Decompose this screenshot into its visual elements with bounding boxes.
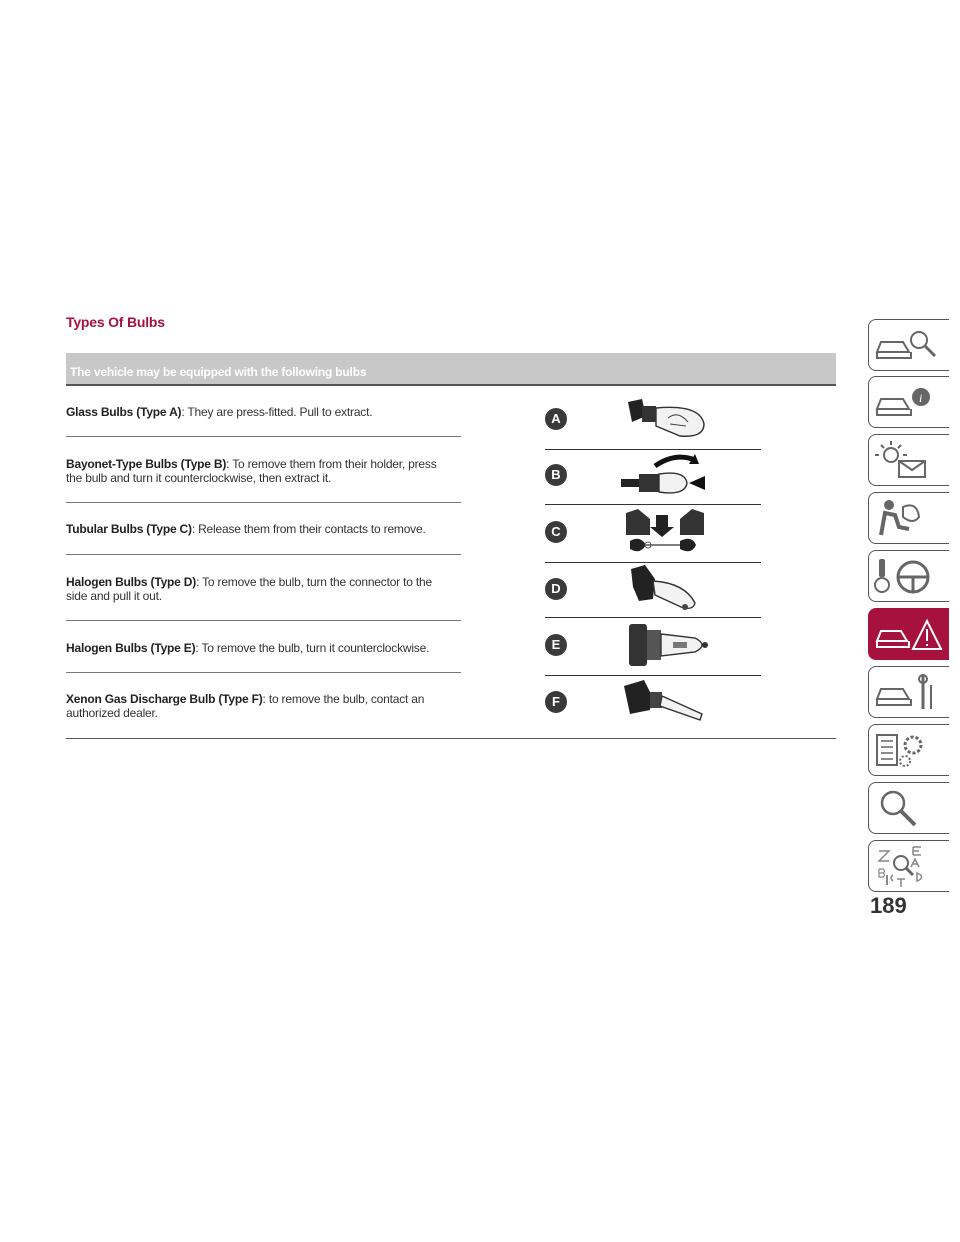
bulb-name: Bayonet-Type Bulbs (Type B) [66, 457, 227, 471]
nav-tab-starting-driving[interactable] [868, 550, 949, 602]
bulb-description: : They are press-fitted. Pull to extract. [181, 405, 373, 419]
bulb-name: Tubular Bulbs (Type C) [66, 522, 192, 536]
type-d-badge: D [545, 578, 567, 600]
nav-tab-in-an-emergency[interactable] [868, 608, 949, 660]
alphabetical-index-icon [873, 845, 943, 887]
row-divider [66, 436, 461, 437]
bulb-row-b [66, 457, 446, 485]
bulb-description: : To remove the bulb, turn the connector to the side and pull it out. [66, 575, 432, 603]
bulb-description: : to remove the bulb, contact an authorized dealer. [66, 692, 425, 720]
key-steering-wheel-icon [873, 555, 943, 597]
page-title: Types Of Bulbs [66, 314, 165, 330]
svg-text:i: i [919, 391, 923, 405]
airbag-seat-icon [873, 497, 943, 539]
nav-tab-car-search[interactable] [868, 319, 949, 371]
bulb-row-d [66, 575, 446, 603]
car-search-icon [873, 324, 943, 366]
xenon-bulb-illustration [620, 676, 710, 731]
table-bottom-border [66, 738, 836, 739]
row-divider [66, 554, 461, 555]
nav-tab-search[interactable] [868, 782, 949, 834]
bulb-name: Halogen Bulbs (Type E) [66, 641, 196, 655]
type-a-badge: A [545, 408, 567, 430]
table-header-text: The vehicle may be equipped with the following bulbs [70, 365, 367, 379]
car-wrench-icon [873, 671, 943, 713]
halogen-d-bulb-illustration [625, 563, 705, 615]
specs-gear-icon [873, 729, 943, 771]
page-number: 189 [870, 893, 907, 918]
nav-tab-safety[interactable] [868, 492, 949, 544]
car-info-icon [873, 381, 943, 423]
bulb-description: : To remove the bulb, turn it counterclockwise. [195, 641, 430, 655]
bulb-description: : To remove them from their holder, press the bulb and turn it counterclockwise, then extract it. [66, 457, 437, 485]
row-divider [66, 620, 461, 621]
halogen-e-bulb-illustration [625, 618, 715, 673]
type-c-badge: C [545, 521, 567, 543]
nav-tab-warning-lights[interactable] [868, 434, 949, 486]
bayonet-bulb-illustration [615, 450, 710, 498]
bulb-description: : Release them from their contacts to remove. [191, 522, 426, 536]
bulb-row-c [66, 522, 461, 536]
bulb-row-f [66, 692, 436, 720]
bulb-name: Xenon Gas Discharge Bulb (Type F) [66, 692, 263, 706]
nav-tab-car-info[interactable] [868, 376, 949, 428]
tubular-bulb-illustration [620, 505, 715, 560]
table-header [66, 353, 836, 386]
type-e-badge: E [545, 634, 567, 656]
nav-tab-technical-specs[interactable] [868, 724, 949, 776]
car-breakdown-warning-icon [873, 613, 943, 655]
glass-bulb-illustration [620, 396, 710, 442]
nav-tab-index[interactable] [868, 840, 949, 892]
bulb-name: Glass Bulbs (Type A) [66, 405, 182, 419]
type-b-badge: B [545, 464, 567, 486]
nav-tab-servicing[interactable] [868, 666, 949, 718]
warning-lights-message-icon [873, 439, 943, 481]
magnifier-icon [873, 787, 943, 829]
type-f-badge: F [545, 691, 567, 713]
bulb-name: Halogen Bulbs (Type D) [66, 575, 197, 589]
bulb-row-e [66, 641, 461, 655]
row-divider [66, 502, 461, 503]
bulb-row-a [66, 405, 461, 419]
row-divider [66, 672, 461, 673]
